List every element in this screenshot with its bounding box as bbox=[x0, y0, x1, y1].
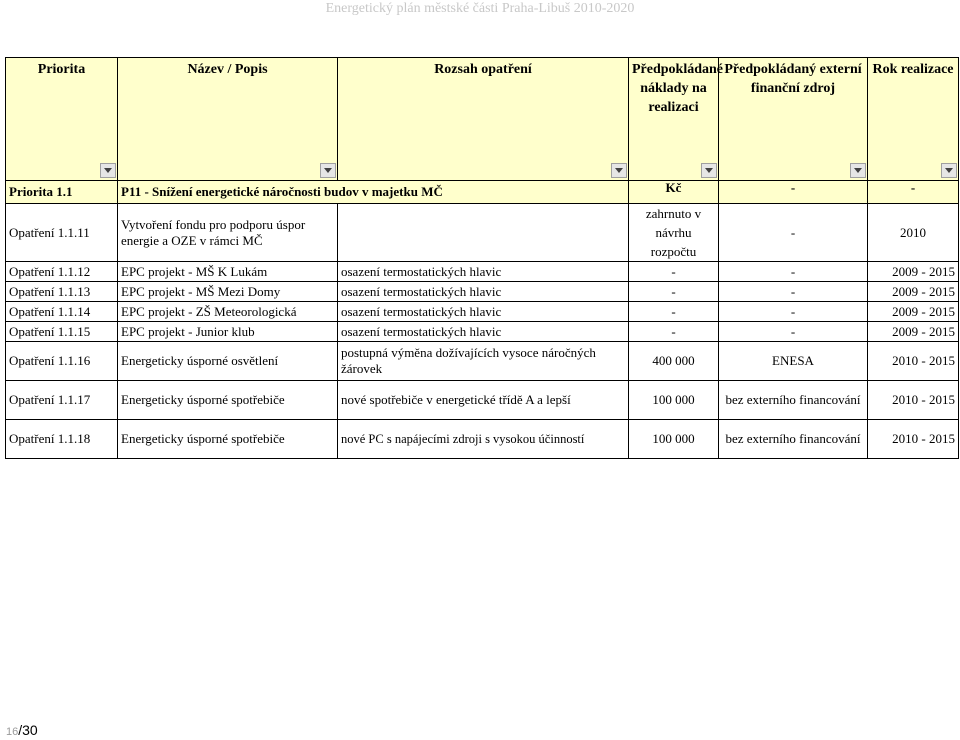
row-id: Opatření 1.1.14 bbox=[6, 302, 118, 322]
row-name: Energeticky úsporné spotřebiče bbox=[118, 420, 338, 459]
table-row bbox=[6, 342, 959, 381]
row-name: Energeticky úsporné osvětlení bbox=[118, 342, 338, 381]
row-id: Opatření 1.1.18 bbox=[6, 420, 118, 459]
row-scope: postupná výměna dožívajících vysoce náročných žárovek bbox=[338, 342, 629, 381]
row-scope bbox=[338, 204, 629, 262]
priority-id: Priorita 1.1 bbox=[6, 181, 118, 204]
row-source: - bbox=[719, 262, 868, 282]
table-row bbox=[6, 204, 959, 262]
row-name: EPC projekt - MŠ K Lukám bbox=[118, 262, 338, 282]
filter-cell bbox=[118, 160, 338, 181]
priority-title: P11 - Snížení energetické náročnosti budov v majetku MČ bbox=[118, 181, 629, 204]
column-header-source: Předpokládaný externí finanční zdroj bbox=[719, 58, 868, 161]
row-source: - bbox=[719, 302, 868, 322]
filter-cell bbox=[868, 160, 959, 181]
table-row bbox=[6, 262, 959, 282]
row-year: 2010 bbox=[868, 204, 959, 262]
row-cost: zahrnuto v návrhu rozpočtu bbox=[629, 204, 719, 262]
filter-dropdown-icon[interactable] bbox=[701, 163, 717, 178]
row-source: bez externího financování bbox=[719, 381, 868, 420]
units-source: - bbox=[719, 181, 868, 204]
row-source: ENESA bbox=[719, 342, 868, 381]
row-year: 2010 - 2015 bbox=[868, 342, 959, 381]
page-total: /30 bbox=[18, 722, 38, 738]
row-scope: osazení termostatických hlavic bbox=[338, 262, 629, 282]
row-scope: osazení termostatických hlavic bbox=[338, 282, 629, 302]
row-source: - bbox=[719, 204, 868, 262]
row-cost: - bbox=[629, 322, 719, 342]
row-id: Opatření 1.1.17 bbox=[6, 381, 118, 420]
document-header: Energetický plán městské části Praha-Libuš 2010-2020 bbox=[325, 1, 635, 16]
row-name: Energeticky úsporné spotřebiče bbox=[118, 381, 338, 420]
row-source: - bbox=[719, 282, 868, 302]
page-current: 16 bbox=[6, 726, 19, 738]
row-name: EPC projekt - MŠ Mezi Domy bbox=[118, 282, 338, 302]
row-scope: osazení termostatických hlavic bbox=[338, 322, 629, 342]
column-header-scope: Rozsah opatření bbox=[338, 58, 629, 161]
table-row bbox=[6, 282, 959, 302]
row-year: 2010 - 2015 bbox=[868, 381, 959, 420]
row-cost: - bbox=[629, 282, 719, 302]
row-id: Opatření 1.1.13 bbox=[6, 282, 118, 302]
row-id: Opatření 1.1.16 bbox=[6, 342, 118, 381]
filter-cell bbox=[629, 160, 719, 181]
filter-dropdown-icon[interactable] bbox=[320, 163, 336, 178]
row-scope: nové spotřebiče v energetické třídě A a lepší bbox=[338, 381, 629, 420]
row-name: EPC projekt - ZŠ Meteorologická bbox=[118, 302, 338, 322]
row-source: - bbox=[719, 322, 868, 342]
row-cost: 100 000 bbox=[629, 381, 719, 420]
table-row bbox=[6, 420, 959, 459]
row-year: 2010 - 2015 bbox=[868, 420, 959, 459]
row-id: Opatření 1.1.11 bbox=[6, 204, 118, 262]
row-year: 2009 - 2015 bbox=[868, 302, 959, 322]
row-scope: nové PC s napájecími zdroji s vysokou účinností bbox=[338, 420, 629, 459]
row-cost: - bbox=[629, 262, 719, 282]
row-year: 2009 - 2015 bbox=[868, 262, 959, 282]
row-scope: osazení termostatických hlavic bbox=[338, 302, 629, 322]
column-header-year: Rok realizace bbox=[868, 58, 959, 161]
filter-dropdown-icon[interactable] bbox=[850, 163, 866, 178]
row-year: 2009 - 2015 bbox=[868, 322, 959, 342]
table-row bbox=[6, 381, 959, 420]
units-year: - bbox=[868, 181, 959, 204]
filter-dropdown-icon[interactable] bbox=[611, 163, 627, 178]
table-row bbox=[6, 302, 959, 322]
units-costs: Kč bbox=[629, 181, 719, 204]
filter-dropdown-icon[interactable] bbox=[941, 163, 957, 178]
row-name: Vytvoření fondu pro podporu úspor energie a OZE v rámci MČ bbox=[118, 204, 338, 262]
filter-dropdown-icon[interactable] bbox=[100, 163, 116, 178]
filter-cell bbox=[338, 160, 629, 181]
filter-cell bbox=[719, 160, 868, 181]
row-id: Opatření 1.1.12 bbox=[6, 262, 118, 282]
row-id: Opatření 1.1.15 bbox=[6, 322, 118, 342]
row-source: bez externího financování bbox=[719, 420, 868, 459]
row-cost: - bbox=[629, 302, 719, 322]
column-header-name: Název / Popis bbox=[118, 58, 338, 161]
column-header-priority: Priorita bbox=[6, 58, 118, 161]
row-cost: 100 000 bbox=[629, 420, 719, 459]
column-header-costs: Předpokládané náklady na realizaci bbox=[629, 58, 719, 161]
measures-table bbox=[5, 57, 959, 459]
row-cost: 400 000 bbox=[629, 342, 719, 381]
row-year: 2009 - 2015 bbox=[868, 282, 959, 302]
page-number bbox=[6, 722, 38, 738]
row-name: EPC projekt - Junior klub bbox=[118, 322, 338, 342]
filter-cell bbox=[6, 160, 118, 181]
table-row bbox=[6, 322, 959, 342]
